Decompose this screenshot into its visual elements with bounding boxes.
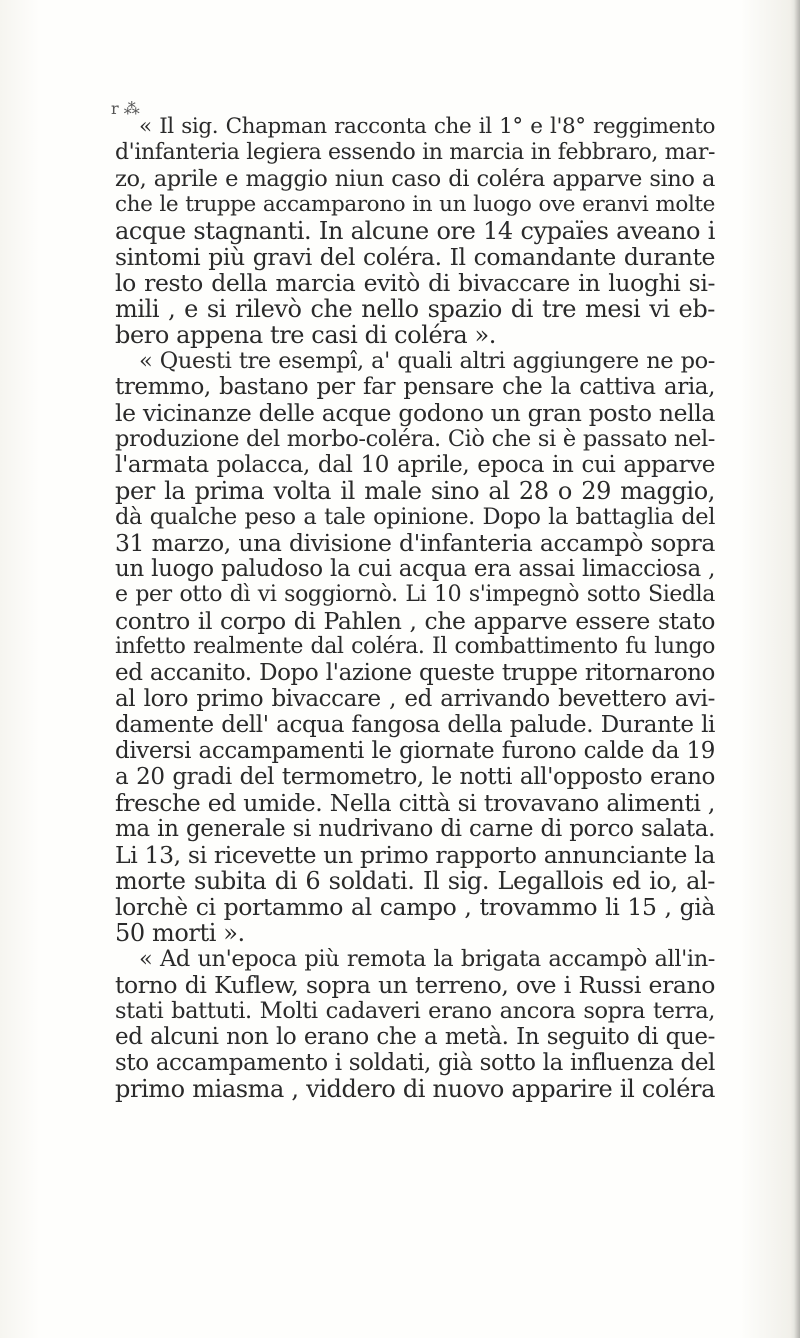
text-line: « Questi tre esempî, a' quali altri aggiungere ne po- bbox=[139, 348, 715, 374]
text-line: acque stagnanti. In alcune ore 14 cypaïes aveano i bbox=[115, 217, 715, 245]
text-line: 50 morti ». bbox=[115, 919, 245, 947]
text-line: stati battuti. Molti cadaveri erano ancora sopra terra, bbox=[115, 998, 715, 1024]
text-line: 31 marzo, una divisione d'infanteria accampò sopra bbox=[115, 529, 715, 557]
text-line: l'armata polacca, dal 10 aprile, epoca in cui apparve bbox=[115, 452, 715, 478]
text-line: damente dell' acqua fangosa della palude. Durante li bbox=[115, 712, 715, 738]
corner-mark: r ⁂ bbox=[111, 99, 140, 118]
text-line: ed alcuni non lo erano che a metà. In seguito di que- bbox=[115, 1024, 715, 1050]
text-line: le vicinanze delle acque godono un gran posto nella bbox=[115, 399, 715, 427]
text-line: diversi accampamenti le giornate furono calde da 19 bbox=[115, 738, 715, 764]
text-line: tremmo, bastano per far pensare che la cattiva aria, bbox=[115, 374, 715, 400]
text-line: ed accanito. Dopo l'azione queste truppe ritornarono bbox=[115, 660, 715, 686]
text-line: che le truppe accamparono in un luogo ove eranvi molte bbox=[115, 192, 715, 217]
text-line: lo resto della marcia evitò di bivaccare in luoghi si- bbox=[115, 269, 715, 297]
text-line: un luogo paludoso la cui acqua era assai limacciosa , bbox=[115, 556, 715, 582]
text-line: e per otto dì vi soggiornò. Li 10 s'impegnò sotto Siedla bbox=[115, 582, 715, 607]
text-line: morte subita di 6 soldati. Il sig. Legallois ed io, al- bbox=[115, 867, 715, 895]
text-line: mili , e si rilevò che nello spazio di tre mesi vi eb- bbox=[115, 295, 715, 323]
text-line: fresche ed umide. Nella città si trovavano alimenti , bbox=[115, 789, 715, 817]
text-line: « Il sig. Chapman racconta che il 1° e l'8° reggimento bbox=[139, 114, 715, 139]
text-line: d'infanteria legiera essendo in marcia in febbraro, mar- bbox=[115, 140, 715, 165]
text-line: dà qualche peso a tale opinione. Dopo la battaglia del bbox=[115, 504, 715, 530]
text-line: torno di Kuflew, sopra un terreno, ove i Russi erano bbox=[115, 971, 715, 999]
text-line: al loro primo bivaccare , ed arrivando bevettero avi- bbox=[115, 686, 715, 712]
page-edge-shadow bbox=[794, 0, 800, 1338]
text-line: per la prima volta il male sino al 28 o 29 maggio, bbox=[115, 477, 715, 505]
text-line: infetto realmente dal coléra. Il combattimento fu lungo bbox=[115, 634, 715, 659]
text-line: sto accampamento i soldati, già sotto la influenza del bbox=[115, 1050, 715, 1076]
body-text bbox=[115, 114, 715, 1102]
text-line: a 20 gradi del termometro, le notti all'opposto erano bbox=[115, 764, 715, 790]
text-line: ma in generale si nudrivano di carne di porco salata. bbox=[115, 816, 715, 842]
text-line: « Ad un'epoca più remota la brigata accampò all'in- bbox=[139, 946, 715, 972]
text-line: sintomi più gravi del coléra. Il comandante durante bbox=[115, 243, 715, 271]
text-line: zo, aprile e maggio niun caso di coléra apparve sino a bbox=[115, 166, 715, 192]
text-line: bero appena tre casi di coléra ». bbox=[115, 321, 497, 349]
text-line: Li 13, si ricevette un primo rapporto annunciante la bbox=[115, 841, 715, 869]
text-line: primo miasma , viddero di nuovo apparire il coléra bbox=[115, 1075, 715, 1103]
text-line: lorchè ci portammo al campo , trovammo li 15 , già bbox=[115, 893, 715, 921]
text-line: produzione del morbo-coléra. Ciò che si è passato nel- bbox=[115, 426, 715, 452]
text-line: contro il corpo di Pahlen , che apparve essere stato bbox=[115, 607, 715, 635]
